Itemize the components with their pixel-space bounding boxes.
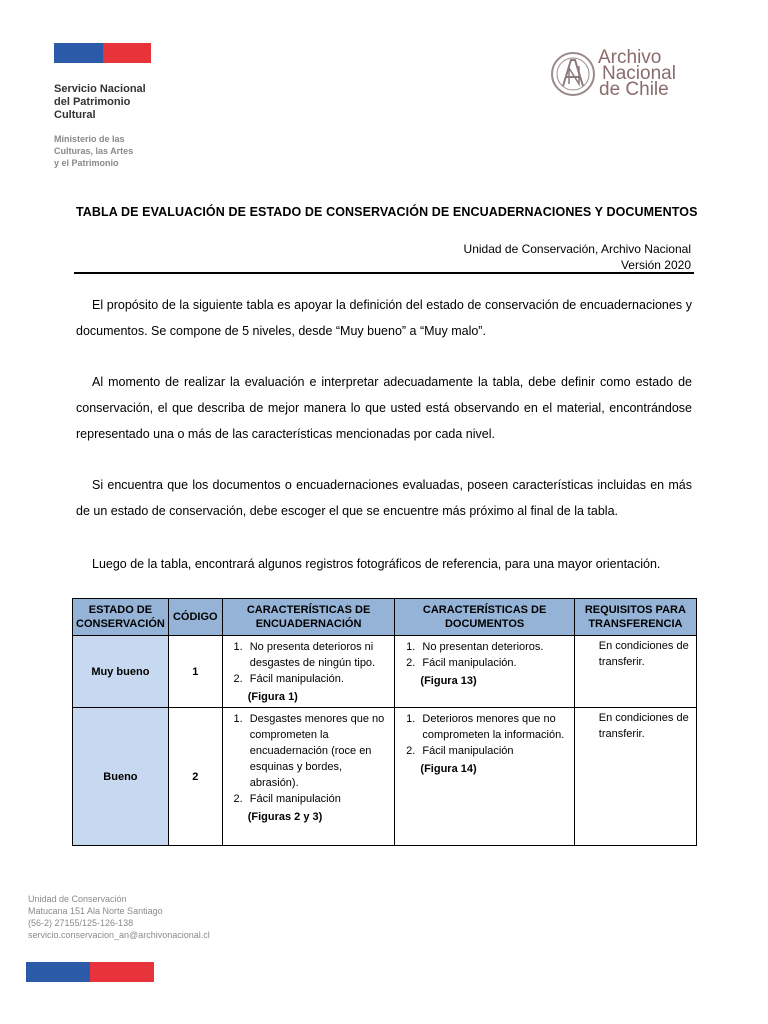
archivo-nacional-logo: [598, 47, 676, 100]
list-item: 2. Fácil manipulación: [246, 791, 394, 807]
header-documents: CARACTERÍSTICAS DE DOCUMENTOS: [395, 599, 574, 636]
intro-paragraph-1: El propósito de la siguiente tabla es apoyar la definición del estado de conservación de encuadernaciones y documentos. Se compone de 5 niveles, desde “Muy bueno” a “Muy malo”.: [76, 298, 692, 338]
header-code: CÓDIGO: [168, 599, 222, 636]
footer-unit: Unidad de Conservación: [28, 894, 127, 904]
unit-line: Unidad de Conservación, Archivo Nacional: [463, 242, 691, 256]
table-row: [73, 708, 697, 846]
document-title: TABLA DE EVALUACIÓN DE ESTADO DE CONSERVACIÓN DE ENCUADERNACIONES Y DOCUMENTOS: [76, 205, 698, 219]
logo-line: Archivo: [598, 47, 662, 68]
figure-reference: (Figura 14): [420, 763, 477, 775]
header-state: ESTADO DE CONSERVACIÓN: [73, 599, 169, 636]
list-item: 2. Fácil manipulación: [418, 743, 572, 759]
footer-contact: [28, 893, 210, 941]
state-cell: Muy bueno: [73, 636, 169, 708]
intro-paragraph-3: Si encuentra que los documentos o encuadernaciones evaluadas, poseen características incluidas en más de un estado de conservación, debe escoger el que se encuentre más próximo al final de la tabla.: [76, 478, 692, 518]
list-item: 2. Fácil manipulación.: [246, 671, 394, 687]
list-item: 1. Deterioros menores que no comprometen la información.: [418, 711, 572, 743]
ministry-line: Culturas, las Artes: [54, 146, 134, 156]
code-cell: 2: [168, 708, 222, 846]
state-cell: Bueno: [73, 708, 169, 846]
requirement-cell: En condiciones de transferir.: [574, 708, 696, 846]
binding-cell: [222, 636, 395, 708]
org-line: Servicio Nacional: [54, 83, 146, 95]
documents-cell: [395, 708, 574, 846]
intro-paragraph-2: Al momento de realizar la evaluación e interpretar adecuadamente la tabla, debe definir como estado de conservación, el que describa de mejor manera lo que usted está observando en el material, encontrándose representado una o más de las características mencionadas por cada nivel.: [76, 375, 692, 441]
table-row: [73, 636, 697, 708]
header-requirements: REQUISITOS PARA TRANSFERENCIA: [574, 599, 696, 636]
logo-line: de Chile: [599, 79, 669, 100]
version-line: Versión 2020: [620, 258, 691, 272]
footer-phone: (56-2) 27155/125-126-138: [28, 918, 134, 928]
conservation-table: [72, 598, 697, 846]
list-item: 1. Desgastes menores que no comprometen la encuadernación (roce en esquinas y bordes, abrasión).: [246, 711, 394, 791]
document-meta: [464, 241, 691, 273]
ministry-name: [54, 133, 133, 169]
title-divider: [74, 272, 694, 274]
requirement-cell: En condiciones de transferir.: [574, 636, 696, 708]
org-line: del Patrimonio: [54, 96, 131, 108]
table-header-row: [73, 599, 697, 636]
list-item: 1. No presenta deterioros ni desgastes de ningún tipo.: [246, 639, 394, 671]
footer-address: Matucana 151 Ala Norte Santiago: [28, 906, 163, 916]
ministry-line: Ministerio de las: [54, 134, 125, 144]
figure-reference: (Figuras 2 y 3): [247, 811, 323, 823]
documents-cell: [395, 636, 574, 708]
flag-stripe-top: [54, 43, 151, 63]
ministry-line: y el Patrimonio: [54, 158, 119, 168]
flag-stripe-bottom: [26, 962, 154, 982]
figure-reference: (Figura 13): [420, 675, 477, 687]
list-item: 1. No presentan deterioros.: [418, 639, 572, 655]
figure-reference: (Figura 1): [247, 691, 298, 703]
code-cell: 1: [168, 636, 222, 708]
footer-email[interactable]: servicio.conservacion_an@archivonacional.cl: [28, 930, 210, 940]
intro-paragraph-4: Luego de la tabla, encontrará algunos registros fotográficos de referencia, para una mayor orientación.: [92, 557, 661, 571]
binding-cell: [222, 708, 395, 846]
header-binding: CARACTERÍSTICAS DE ENCUADERNACIÓN: [222, 599, 395, 636]
list-item: 2. Fácil manipulación.: [418, 655, 572, 671]
organization-name: [54, 83, 146, 122]
org-line: Cultural: [54, 109, 96, 121]
logo-line: Nacional: [602, 63, 676, 84]
